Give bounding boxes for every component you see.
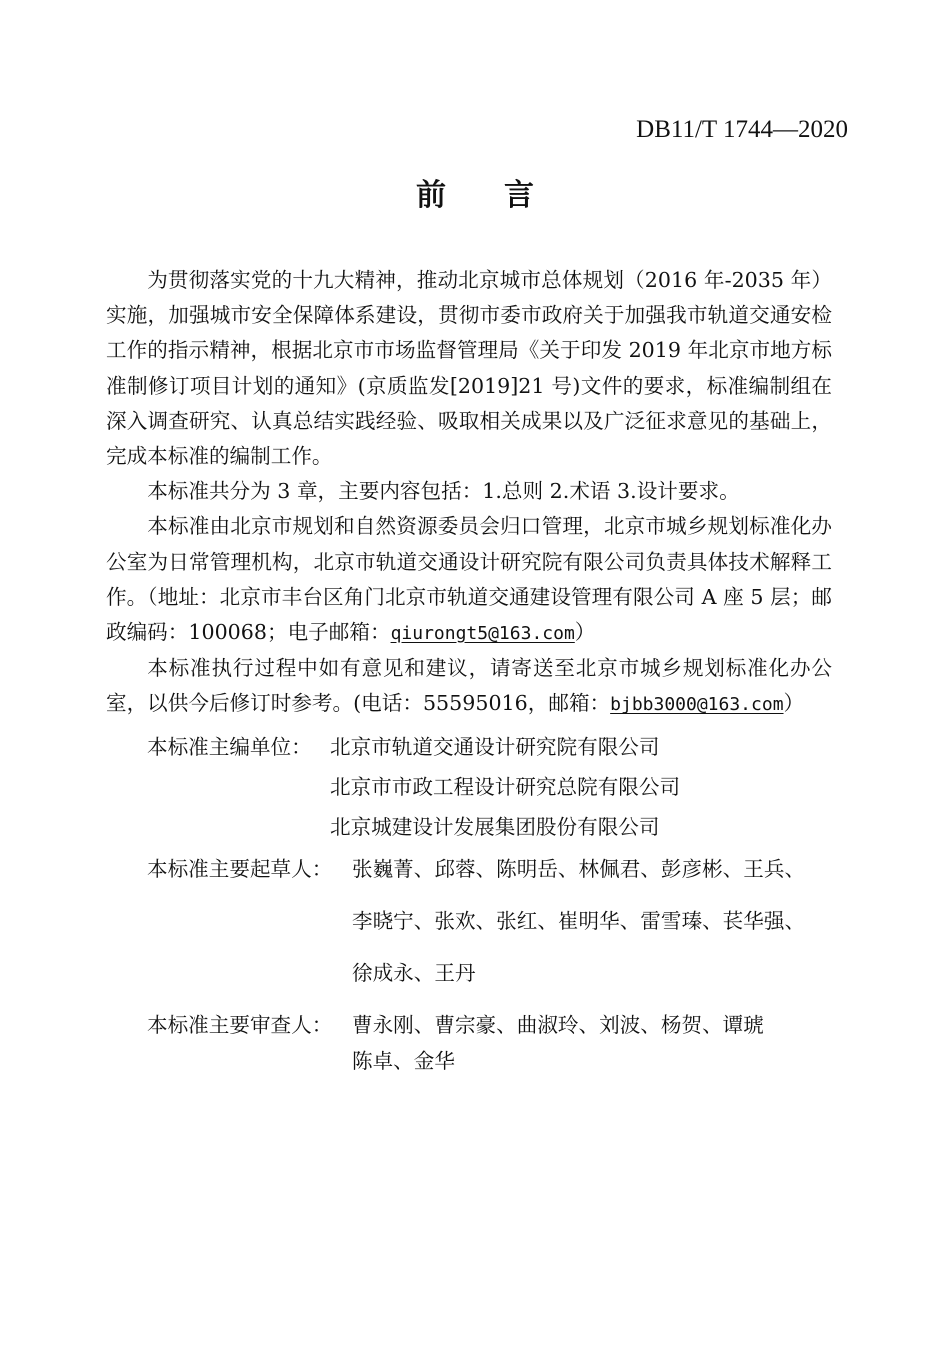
reviewers-line: 陈卓、金华 xyxy=(352,1049,455,1073)
paragraph-structure: 本标准共分为 3 章，主要内容包括：1.总则 2.术语 3.设计要求。 xyxy=(147,479,740,504)
title-char-2: 言 xyxy=(504,178,534,213)
feedback-text: 本标准执行过程中如有意见和建议，请寄送至北京市城乡规划标准化办公室，以供今后修订时参考。(电话：55595016，邮箱： xyxy=(106,656,832,716)
editor-unit: 北京城建设计发展集团股份有限公司 xyxy=(330,815,660,839)
title-char-1: 前 xyxy=(416,178,446,213)
preface-body xyxy=(106,263,832,723)
drafters-line: 李晓宁、张欢、张红、崔明华、雷雪瑧、苌华强、 xyxy=(352,909,806,933)
editor-unit: 北京市市政工程设计研究总院有限公司 xyxy=(330,775,681,799)
email-link-bjbb3000[interactable]: bjbb3000@163.com xyxy=(610,694,784,716)
drafters-line: 张巍菁、邱蓉、陈明岳、林佩君、彭彦彬、王兵、 xyxy=(352,857,806,881)
editor-unit: 北京市轨道交通设计研究院有限公司 xyxy=(330,735,660,759)
paragraph-management xyxy=(106,509,832,651)
paragraph-purpose: 为贯彻落实党的十九大精神，推动北京城市总体规划（2016 年-2035 年）实施，加强城市安全保障体系建设，贯彻市委市政府关于加强我市轨道交通安检工作的指示精神，根据北京市市场监督管理局《关于印发 2019 年北京市地方标准制修订项目计划的通知》(京质监发[2019]21 号)文件的要求，标准编制组在深入调查研究、认真总结实践经验、吸取相关成果以及广泛征求意见的基础上，完成本标准的编制工作。 xyxy=(106,268,832,469)
drafters-line: 徐成永、王丹 xyxy=(352,961,476,985)
drafters-label: 本标准主要起草人： xyxy=(147,857,333,881)
feedback-close: ） xyxy=(783,691,805,716)
editors-label: 本标准主编单位： xyxy=(147,735,312,759)
paragraph-feedback xyxy=(106,651,832,722)
page-title xyxy=(0,170,950,214)
management-text: 本标准由北京市规划和自然资源委员会归口管理，北京市城乡规划标准化办公室为日常管理机构，北京市轨道交通设计研究院有限公司负责具体技术解释工作。（地址：北京市丰台区角门北京市轨道交通建设管理有限公司 A 座 5 层；邮政编码：100068；电子邮箱： xyxy=(106,514,832,645)
reviewers-line: 曹永刚、曹宗豪、曲淑玲、刘波、杨贺、谭琥 xyxy=(352,1013,764,1037)
management-close: ） xyxy=(574,620,596,645)
standard-code: DB11/T 1744—2020 xyxy=(636,116,848,143)
email-link-qiurongt5[interactable]: qiurongt5@163.com xyxy=(390,623,575,645)
reviewers-label: 本标准主要审查人： xyxy=(147,1013,333,1037)
